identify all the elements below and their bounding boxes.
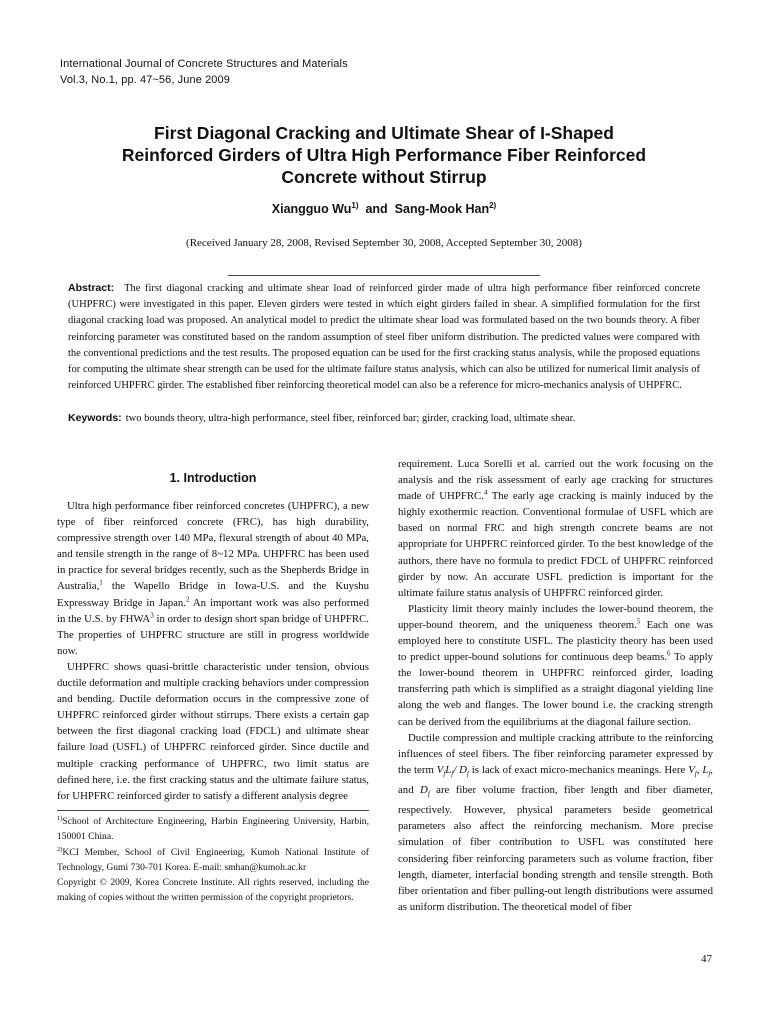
author-1: Xiangguo Wu [271, 202, 352, 216]
keywords [68, 410, 700, 427]
keywords-label: Keywords: [68, 412, 122, 424]
authors [40, 202, 728, 216]
footnotes [57, 814, 369, 906]
keywords-text: two bounds theory, ultra-high performance, steel fiber, reinforced bar; girder, cracking load, ultimate shear. [125, 413, 576, 424]
abstract-text: The first diagonal cracking and ultimate shear load of reinforced girder made of ultra high performance fiber reinforced concrete (UHPFRC) were investigated in this paper. Eleven girders were tested in which eight girders failed in shear. A simplified formulation for the first diagonal cracking load was proposed. An analytical model to predict the ultimate shear load was formulated based on the two bounds theory. A fiber reinforcing parameter was constituted based on the random assumption of steel fiber uniform distribution. The predicted values were compared with the conventional predictions and the test results. The proposed equation can be used for the first cracking status analysis, while the proposed equations for computing the ultimate shear strength can be used for the ultimate failure status analysis, which can also be utilized for numerical limit analysis of reinforced UHPFRC girder. The established fiber reinforcing theoretical model can also be a reference for micro-mechanics analysis of UHPFRC. [68, 283, 700, 392]
intro-paragraph-1: Ultra high performance fiber reinforced concretes (UHPFRC), a new type of fiber reinforced concrete (FRC), has high durability, compressive strength over 140 MPa, flexural strength of about 40 MPa, and tensile strength in the range of 8~12 MPa. UHPFRC has been used in practice for several bridges recently, such as the Shepherds Bridge in Australia,$^1$ the Wapello Bridge in Iowa-U.S. and the Kuyshu Expressway Bridge in Japan.$^2$ An important work was also performed in the U.S. by FHWA$^3$ in order to design short span bridge of UHPFRC. The properties of UHPFRC structure are still in progress worldwide now. [57, 500, 369, 657]
title-line-3: Concrete without Stirrup [281, 167, 487, 187]
journal-name: International Journal of Concrete Structures and Materials [60, 58, 348, 70]
author-2-affiliation: 2) [489, 200, 497, 210]
footnote-divider [57, 810, 369, 811]
title-line-1: First Diagonal Cracking and Ultimate Shear of I-Shaped [154, 123, 614, 143]
author-connector: and [365, 202, 388, 216]
volume-info: Vol.3, No.1, pp. 47~56, June 2009 [60, 74, 230, 86]
right-paragraph-3: Ductile compression and multiple cracking attribute to the reinforcing influences of steel fibers. The fiber reinforcing parameter expressed by the term $V_fL_f/$ $D_f$ is lack of exact micro-mechanics meanings. Here $V_f$, $L_f$, and $D_f$ are fiber volume fraction, fiber length and fiber diameter, respectively. However, physical parameters beside geometrical parameters also affect the reinforcing mechanism. More precise simulation of fiber contribution to USFL was constituted here considering fiber reinforcing parameters such as volume fraction, fiber length, diameter, interfacial bonding strength and tensile strength. Both fiber orientation and fiber pulling-out length distributions were assumed as uniform distribution. The theoretical model of fiber [398, 731, 713, 913]
citation-2: 2 [186, 594, 190, 603]
abstract [68, 280, 700, 394]
title-line-2: Reinforced Girders of Ultra High Performance Fiber Reinforced [121, 145, 647, 165]
citation-4: 4 [483, 488, 488, 497]
author-2: Sang-Mook Han [394, 202, 490, 216]
right-column [398, 456, 713, 915]
citation-3: 3 [150, 611, 154, 620]
citation-6: 6 [667, 649, 671, 658]
author-1-affiliation: 1) [351, 200, 359, 210]
abstract-label: Abstract: [68, 282, 115, 294]
paper-title [40, 122, 728, 188]
received-dates: (Received January 28, 2008, Revised September 30, 2008, Accepted September 30, 2008) [186, 237, 582, 249]
citation-1: 1 [99, 578, 103, 587]
citation-5: 5 [636, 617, 641, 626]
footnote-2: $^{2)}$KCI Member, School of Civil Engineering, Kumoh National Institute of Technology, Gumi 730-701 Korea. E-mail: smhan@kumoh.ac.kr [57, 845, 369, 873]
intro-paragraph-2: UHPFRC shows quasi-brittle characteristic under tension, obvious ductile deformation and multiple cracking behaviors under compression and bending. Ductile deformation occurs in the compressive zone of UHPFRC reinforced girder without stirrups. There exists a certain gap between the first diagonal cracking load (FDCL) and ultimate shear failure load (USFL) of UHPFRC reinforced girder. Since ductile and multiple cracking performance of UHPFRC, two limit status are defined here, i.e. the first cracking status and the ultimate failure status, for UHPFRC reinforced girder to satisfy a different analysis degree [57, 660, 369, 802]
footnote-1: $^{1)}$School of Architecture Engineering, Harbin Engineering University, Harbin, 150001 China. [57, 814, 369, 843]
section-heading-introduction: 1. Introduction [169, 471, 257, 485]
fiber-reinforcing-term: $V_fL_f/$ $D_f$ [436, 763, 469, 778]
abstract-divider [228, 275, 540, 276]
right-paragraph-2: Plasticity limit theory mainly includes the lower-bound theorem, the upper-bound theorem, and the uniqueness theorem.$^5$ Each one was employed here to constitute USFL. The plasticity theory has been used to predict upper-bound solutions for continuous deep beams.$^6$ To apply the lower-bound theorem in UHPFRC reinforced girder, loading transferring path which is simplified as a straight diagonal yielding line along the web and flanges. The lower bound i.e. the cracking strength can be derived from the equilibriums at the diagonal failure section. [398, 602, 713, 728]
right-paragraph-1: requirement. Luca Sorelli et al. carried out the work focusing on the analysis and the risk assessment of early age cracking for structures made of UHPFRC.$^4$ The early age cracking is mainly induced by the highly exothermic reaction. Conventional formulae of USFL which are based on normal FRC and high strength concrete beams are not appropriate for UHPFRC reinforced girder. To the best knowledge of the authors, there have no formula to predict FDCL of UHPFRC reinforced girder by now. An accurate USFL prediction is important for the ultimate failure status analysis of UHPFRC reinforced girder. [398, 458, 714, 599]
journal-header [60, 56, 348, 88]
page-number: 47 [701, 953, 712, 965]
copyright-notice: Copyright © 2009, Korea Concrete Institute. All rights reserved, including the making of copies without the written permission of the copyright proprietors. [57, 877, 369, 904]
left-column [57, 498, 369, 804]
